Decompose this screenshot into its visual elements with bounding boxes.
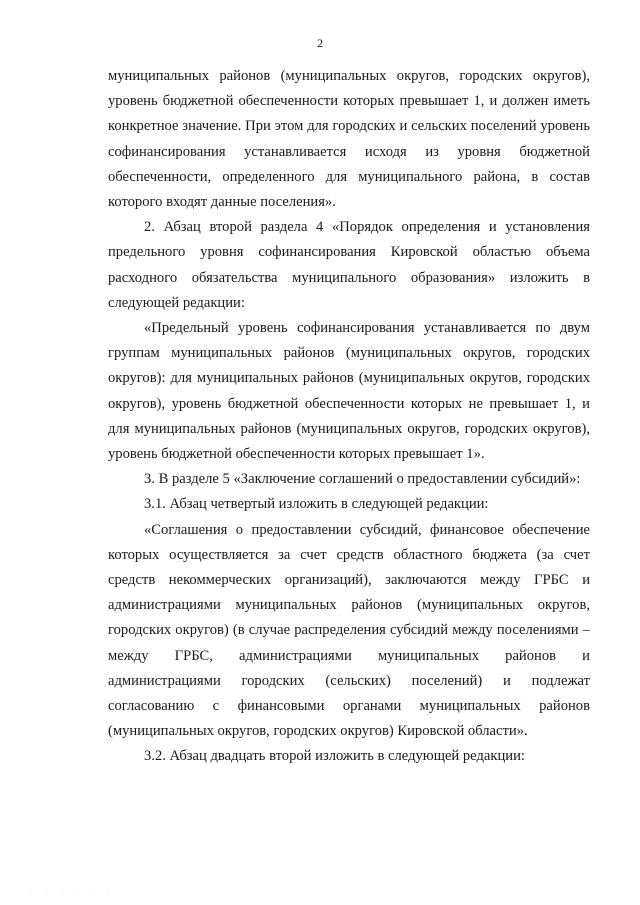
- paragraph-6: «Соглашения о предоставлении субсидий, финансовое обеспечение которых осуществляется за счет средств областного бюджета (за счет средств некоммерческих организаций), заключаются между ГРБС и администрациями муниципальных районов (муниципальных округов, городских округов) (в случае распределения субсидий между поселениями – между ГРБС, администрациями муниципальных районов и администрациями городских (сельских) поселений) и подлежат согласованию с финансовыми органами муниципальных районов (муниципальных округов, городских округов) Кировской области».: [108, 521, 590, 740]
- document-body: [108, 64, 590, 770]
- paragraph-4: 3. В разделе 5 «Заключение соглашений о предоставлении субсидий»:: [144, 471, 581, 488]
- paragraph-7: 3.2. Абзац двадцать второй изложить в следующей редакции:: [144, 748, 525, 765]
- page-number: 2: [317, 36, 323, 50]
- paragraph-1: муниципальных районов (муниципальных округов, городских округов), уровень бюджетной обеспеченности которых превышает 1, и должен иметь конкретное значение. При этом для городских и сельских поселений уровень софинансирования устанавливается исходя из уровня бюджетной обеспеченности, определенного для муниципального района, в состав которого входят данные поселения».: [108, 68, 590, 211]
- paragraph-5: 3.1. Абзац четвертый изложить в следующей редакции:: [144, 496, 489, 513]
- paragraph-2: 2. Абзац второй раздела 4 «Порядок определения и установления предельного уровня софинансирования Кировской областью объема расходного обязательства муниципального образования» изложить в следующей редакции:: [108, 219, 590, 311]
- paragraph-3: «Предельный уровень софинансирования устанавливается по двум группам муниципальных районов (муниципальных округов, городских округов): для муниципальных районов (муниципальных округов, городских округов), уровень бюджетной обеспеченности которых не превышает 1, и для муниципальных районов (муниципальных округов, городских округов), уровень бюджетной обеспеченности которых превышает 1».: [108, 320, 590, 463]
- scan-artifact: · · · · · ·: [30, 888, 116, 894]
